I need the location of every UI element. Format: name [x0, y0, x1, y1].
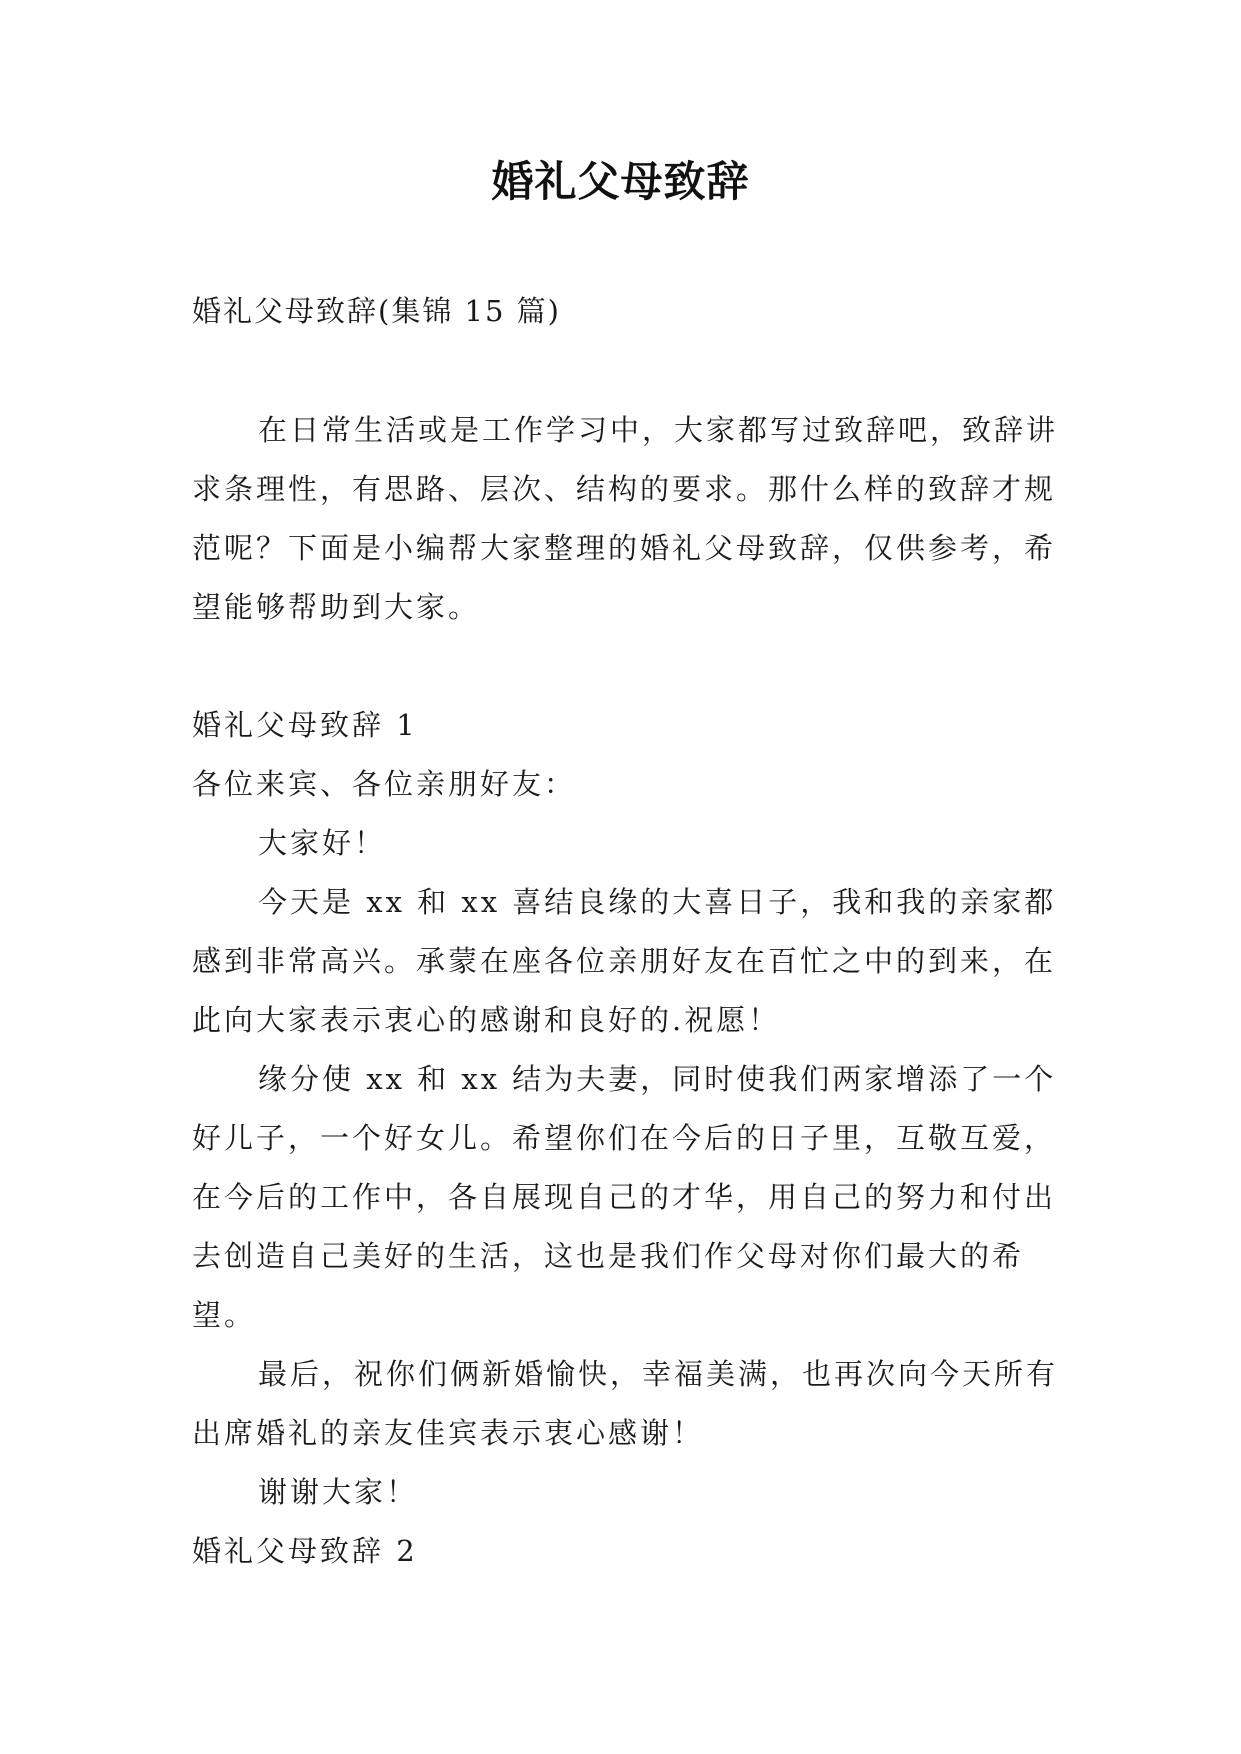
- section-heading-1: 婚礼父母致辞 1: [192, 708, 418, 742]
- intro-paragraph: 在日常生活或是工作学习中，大家都写过致辞吧，致辞讲求条理性，有思路、层次、结构的要求。那什么样的致辞才规范呢？下面是小编帮大家整理的婚礼父母致辞，仅供参考，希望能够帮助到大家。: [192, 413, 1059, 624]
- spacer: [192, 637, 1062, 696]
- section-heading-2: 婚礼父母致辞 2: [192, 1534, 418, 1568]
- body-paragraph-greeting: 大家好！: [258, 826, 387, 860]
- document-body: [192, 401, 1062, 1581]
- document-subtitle: 婚礼父母致辞(集锦 15 篇): [192, 294, 561, 328]
- body-paragraph: 最后，祝你们俩新婚愉快，幸福美满，也再次向今天所有出席婚礼的亲友佳宾表示衷心感谢！: [192, 1357, 1059, 1450]
- body-paragraph: 缘分使 xx 和 xx 结为夫妻，同时使我们两家增添了一个好儿子，一个好女儿。希望你们在今后的日子里，互敬互爱，在今后的工作中，各自展现自己的才华，用自己的努力和付出去创造自己美好的生活，这也是我们作父母对你们最大的希望。: [192, 1062, 1057, 1332]
- body-paragraph-closing: 谢谢大家！: [258, 1475, 419, 1509]
- salutation: 各位来宾、各位亲朋好友：: [192, 767, 577, 801]
- document-title: 婚礼父母致辞: [491, 157, 750, 206]
- body-paragraph: 今天是 xx 和 xx 喜结良缘的大喜日子，我和我的亲家都感到非常高兴。承蒙在座各位亲朋好友在百忙之中的到来，在此向大家表示衷心的感谢和良好的.祝愿！: [192, 885, 1057, 1037]
